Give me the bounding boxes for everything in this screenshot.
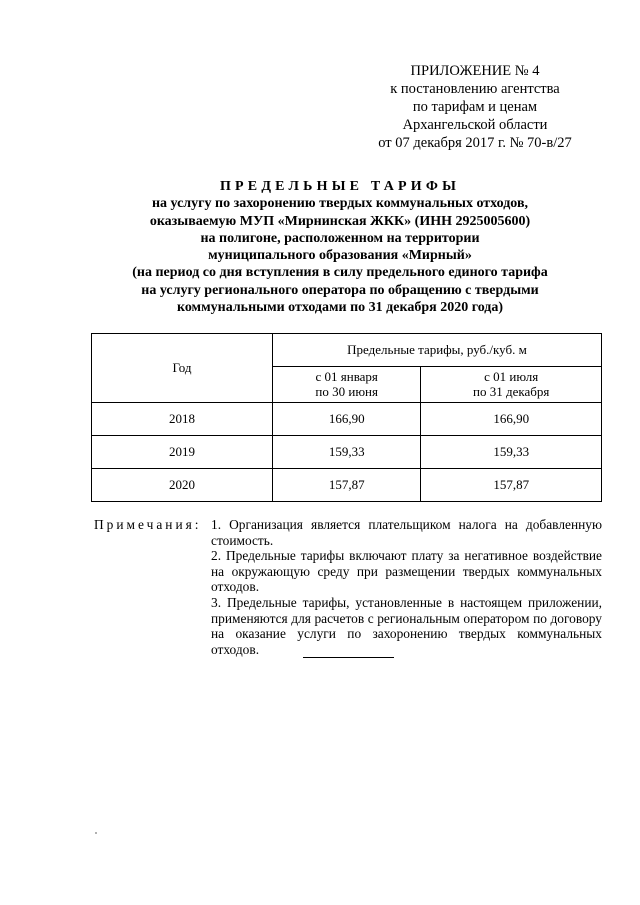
title-line: на услугу регионального оператора по обращению с твердыми (141, 282, 539, 298)
header-period-1 (273, 366, 421, 402)
table-row (92, 469, 602, 502)
header-tariffs: Предельные тарифы, руб./куб. м (273, 334, 602, 367)
cell-year: 2018 (92, 403, 273, 436)
header-year: Год (92, 334, 273, 403)
appendix-line: Архангельской области (402, 117, 548, 133)
cell-tariff-p1: 159,33 (273, 436, 421, 469)
appendix-date: от 07 декабря 2017 г. № 70-в/27 (378, 135, 572, 151)
note-item: 1. Организация является плательщиком налога на добавленную стоимость. (211, 517, 602, 548)
tariffs-table (91, 333, 602, 502)
title-main: ПРЕДЕЛЬНЫЕ ТАРИФЫ (219, 179, 461, 194)
cell-year: 2020 (92, 469, 273, 502)
header-period-2 (421, 366, 602, 402)
table-row (92, 403, 602, 436)
cell-tariff-p2: 157,87 (421, 469, 602, 502)
title-line: муниципального образования «Мирный» (208, 248, 472, 264)
note-item: 2. Предельные тарифы включают плату за негативное воздействие на окружающую среду при размещении твердых коммунальных отходов. (211, 548, 602, 595)
appendix-number: ПРИЛОЖЕНИЕ № 4 (410, 63, 540, 79)
closing-rule (303, 657, 394, 658)
cell-tariff-p2: 159,33 (421, 436, 602, 469)
appendix-line: к постановлению агентства (390, 81, 560, 97)
cell-tariff-p1: 157,87 (273, 469, 421, 502)
notes-label: Примечания: (94, 517, 202, 532)
title-line: (на период со дня вступления в силу предельного единого тарифа (132, 265, 548, 281)
period-1-start: с 01 января (315, 369, 378, 385)
document-title (60, 178, 620, 316)
title-line: на услугу по захоронению твердых коммунальных отходов, (151, 196, 529, 212)
notes-list (211, 517, 602, 657)
appendix-line: по тарифам и ценам (412, 99, 538, 115)
title-line: коммунальными отходами по 31 декабря 2020 года) (176, 300, 504, 316)
cell-tariff-p2: 166,90 (421, 403, 602, 436)
scan-speck (95, 832, 97, 834)
appendix-header (360, 62, 590, 152)
period-2-end: по 31 декабря (473, 384, 550, 400)
cell-tariff-p1: 166,90 (273, 403, 421, 436)
note-item: 3. Предельные тарифы, установленные в настоящем приложении, применяются для расчетов с региональным оператором по договору на оказание услуги по захоронению твердых коммунальных отходов. (211, 594, 602, 657)
title-line: оказываемую МУП «Мирнинская ЖКК» (ИНН 2925005600) (149, 213, 531, 229)
title-line: на полигоне, расположенном на территории (200, 230, 480, 246)
cell-year: 2019 (92, 436, 273, 469)
period-2-start: с 01 июля (484, 369, 539, 385)
period-1-end: по 30 июня (315, 384, 378, 400)
table-row (92, 436, 602, 469)
